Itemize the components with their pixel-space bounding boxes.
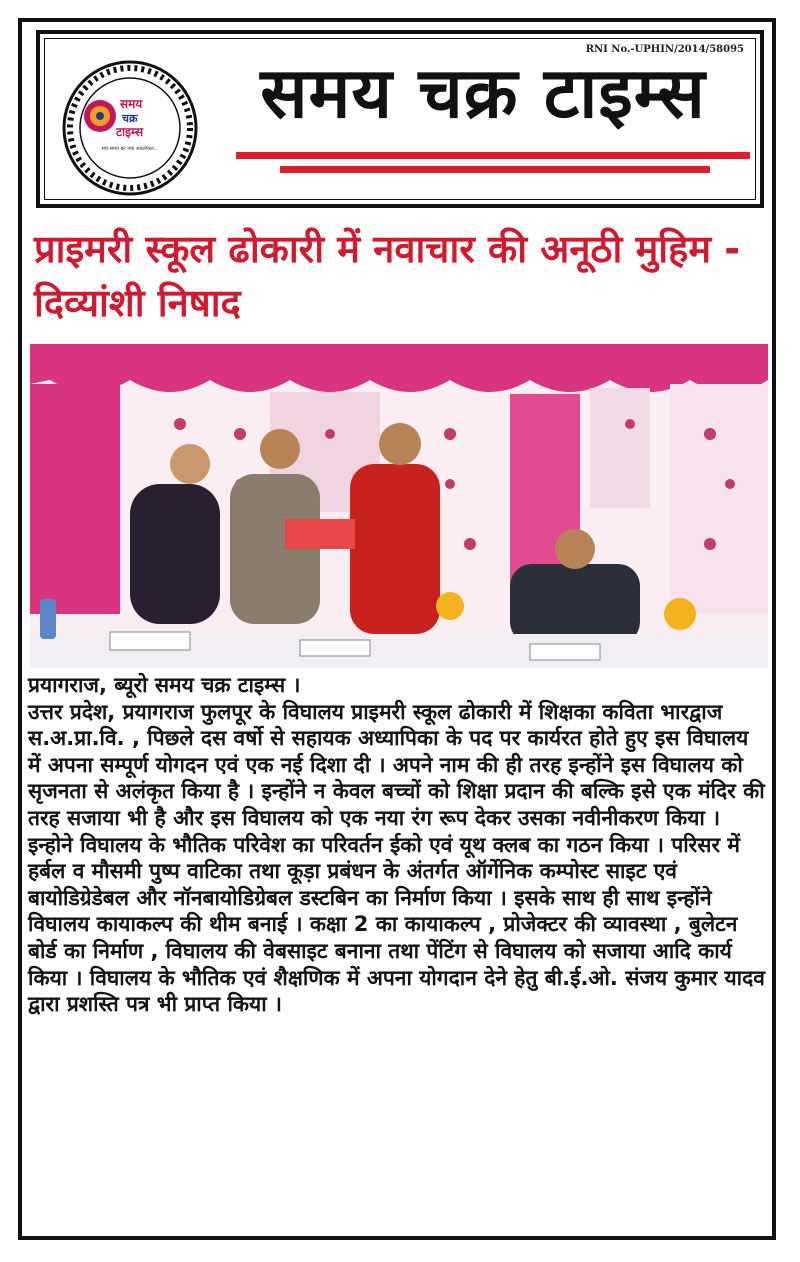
masthead-rule-top — [236, 152, 750, 159]
rni-number: RNI No.-UPHIN/2014/58095 — [585, 44, 744, 55]
masthead-rule-bottom — [280, 166, 710, 173]
masthead — [36, 30, 764, 208]
article-dateline: प्रयागराज, ब्यूरो समय चक्र टाइम्स । — [28, 673, 301, 697]
logo-text-1: समय — [120, 97, 143, 111]
newspaper-name: समय चक्र टाइम्स — [260, 52, 706, 134]
article-headline: प्राइमरी स्कूल ढोकारी में नवाचार की अनूठी मुहिम - दिव्यांशी निषाद — [34, 227, 741, 325]
article-text: उत्तर प्रदेश, प्रयागराज फुलपूर के विघालय प्राइमरी स्कूल ढोकारी में शिक्षका कविता भारद्वाज स.अ.प्रा.वि. , पिछले दस वर्षो से सहायक अध्यापिका के पद पर कार्यरत होते हुए इस विघालय में अपना सम्पूर्ण योगदन एवं एक नई दिशा दी । अपने नाम की ही तरह इन्होंने इस विघालय को सृजनता से अलंकृत किया है । इन्होंने न केवल बच्चों को शिक्षा प्रदान की बल्कि इसे एक मंदिर की तरह सजाया भी है और इस विघालय को एक नया रंग रूप देकर उसका नवीनीकरण किया । इन्होने विघालय के भौतिक परिवेश का परिवर्तन ईको एवं यूथ क्लब का गठन किया । परिसर में हर्बल व मौसमी पुष्प वाटिका तथा कूड़ा प्रबंधन के अंतर्गत ऑर्गेनिक कम्पोस्ट साइट एवं बायोडिग्रेडेबल और नॉनबायोडिग्रेबल डस्टबिन का निर्माण किया । इसके साथ ही साथ इन्होंने विघालय कायाकल्प की थीम बनाई । कक्षा 2 का कायाकल्प , प्रोजेक्टर की व्यावस्था , बुलेटन बोर्ड का निर्माण , विघालय की वेबसाइट बनाना तथा पेंटिंग से विघालय को सजाया आदि कार्य किया । विघालय के भौतिक एवं शैक्षणिक में अपना योगदान देने हेतु बी.ई.ओ. संजय कुमार यादव द्वारा प्रशस्ति पत्र भी प्राप्त किया । — [28, 699, 765, 1017]
newspaper-logo — [60, 58, 200, 198]
article-photo — [30, 344, 768, 668]
wheel-icon — [84, 100, 116, 132]
event-photo-icon — [30, 344, 768, 668]
article-body — [28, 672, 768, 1018]
logo-text-2: चक्र — [122, 112, 138, 125]
logo-tagline: सच समय का नया अवलोकन... — [101, 146, 159, 152]
logo-text-3: टाइम्स — [116, 125, 144, 139]
